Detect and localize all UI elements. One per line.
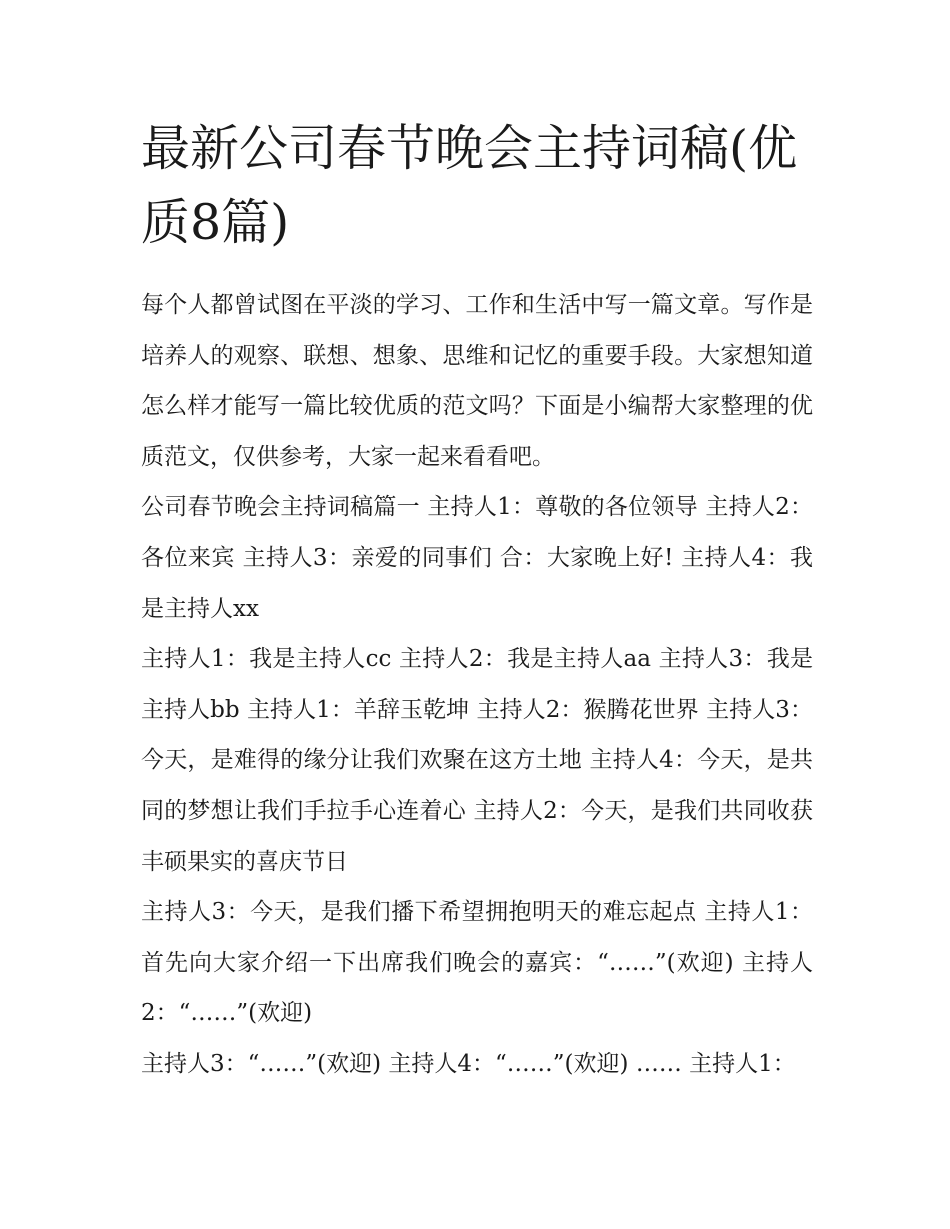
intro-paragraph: 每个人都曾试图在平淡的学习、工作和生活中写一篇文章。写作是培养人的观察、联想、想象、思维和记忆的重要手段。大家想知道怎么样才能写一篇比较优质的范文吗？下面是小编帮大家整理的优质范文，仅供参考，大家一起来看看吧。 bbox=[141, 292, 813, 470]
body-paragraph-2: 主持人1：我是主持人cc 主持人2：我是主持人aa 主持人3：我是主持人bb 主持人1：羊辞玉乾坤 主持人2：猴腾花世界 主持人3：今天，是难得的缘分让我们欢聚在这方土地 主持人4：今天，是共同的梦想让我们手拉手心连着心 主持人2：今天，是我们共同收获丰硕果实的喜庆节日 bbox=[141, 646, 813, 875]
body-paragraph-1: 公司春节晚会主持词稿篇一 主持人1：尊敬的各位领导 主持人2：各位来宾 主持人3：亲爱的同事们 合：大家晚上好! 主持人4：我是主持人xx bbox=[141, 494, 813, 622]
body-paragraph-4: 主持人3：“……”(欢迎) 主持人4：“……”(欢迎) …… 主持人1： bbox=[141, 1050, 796, 1077]
document-title: 最新公司春节晚会主持词稿(优质8篇) bbox=[141, 120, 798, 251]
body-paragraph-3: 主持人3：今天，是我们播下希望拥抱明天的难忘起点 主持人1：首先向大家介绍一下出席我们晚会的嘉宾：“……”(欢迎) 主持人2：“……”(欢迎) bbox=[141, 899, 813, 1027]
document-page bbox=[141, 112, 813, 1090]
